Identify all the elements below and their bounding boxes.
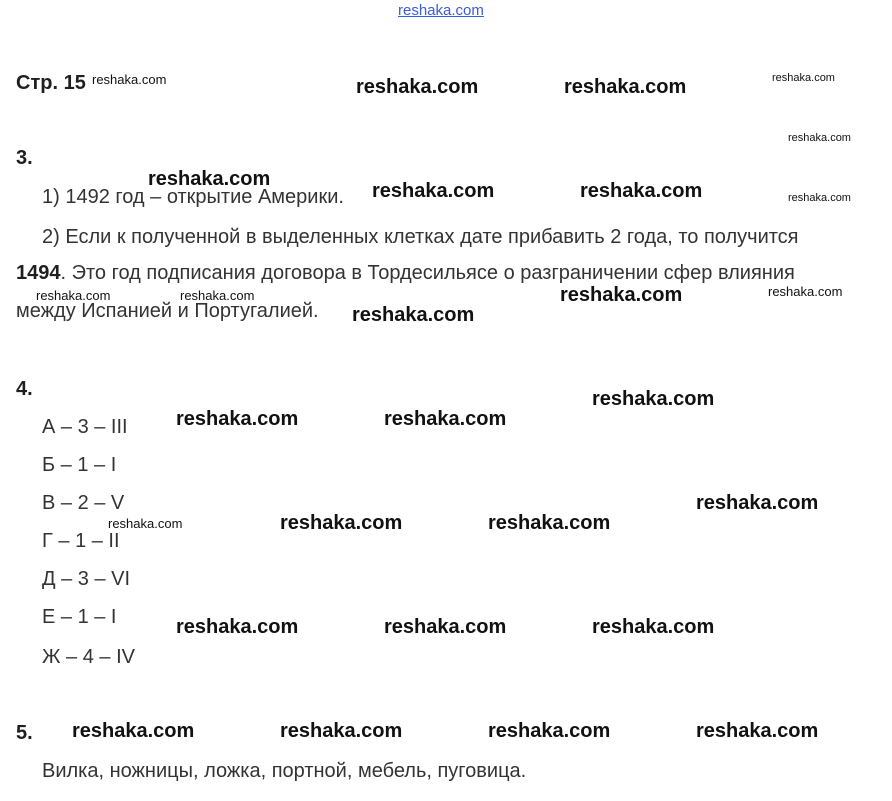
question-3-line-3 xyxy=(16,262,795,285)
page-label: Стр. 15 xyxy=(16,72,86,94)
answer-item: Ж – 4 – IV xyxy=(42,646,135,668)
question-5-number: 5. xyxy=(16,722,33,744)
watermark: reshaka.com xyxy=(372,180,495,202)
question-3-line-1: 1) 1492 год – открытие Америки. xyxy=(42,186,344,208)
answer-item: Е – 1 – I xyxy=(42,606,117,628)
watermark: reshaka.com xyxy=(592,616,715,638)
watermark: reshaka.com xyxy=(280,512,403,534)
watermark: reshaka.com xyxy=(72,720,195,742)
watermark: reshaka.com xyxy=(36,288,111,303)
question-3-line-4: между Испанией и Португалией. xyxy=(16,300,319,322)
watermark: reshaka.com xyxy=(592,388,715,410)
watermark: reshaka.com xyxy=(488,720,611,742)
question-5-text: Вилка, ножницы, ложка, портной, мебель, пуговица. xyxy=(42,760,527,782)
answer-item: В – 2 – V xyxy=(42,492,125,514)
answer-item: Д – 3 – VI xyxy=(42,568,131,590)
watermark: reshaka.com xyxy=(356,76,479,98)
watermark: reshaka.com xyxy=(788,192,851,204)
watermark: reshaka.com xyxy=(148,168,271,190)
answer-item: А – 3 – III xyxy=(42,416,128,438)
watermark: reshaka.com xyxy=(108,516,183,531)
watermark: reshaka.com xyxy=(788,132,851,144)
question-3-number: 3. xyxy=(16,147,33,169)
question-3-line-3-rest: . Это год подписания договора в Тордесильясе о разграничении сфер влияния xyxy=(60,262,795,284)
watermark: reshaka.com xyxy=(280,720,403,742)
watermark: reshaka.com xyxy=(696,492,819,514)
watermark: reshaka.com xyxy=(768,284,843,299)
watermark: reshaka.com xyxy=(180,288,255,303)
watermark: reshaka.com xyxy=(384,616,507,638)
watermark: reshaka.com xyxy=(560,284,683,306)
site-header-link[interactable]: reshaka.com xyxy=(398,2,484,19)
question-4-number: 4. xyxy=(16,378,33,400)
watermark: reshaka.com xyxy=(564,76,687,98)
year-1494: 1494 xyxy=(16,262,61,284)
watermark: reshaka.com xyxy=(384,408,507,430)
watermark: reshaka.com xyxy=(176,616,299,638)
watermark: reshaka.com xyxy=(352,304,475,326)
watermark: reshaka.com xyxy=(488,512,611,534)
answer-item: Г – 1 – II xyxy=(42,530,120,552)
watermark: reshaka.com xyxy=(696,720,819,742)
watermark: reshaka.com xyxy=(176,408,299,430)
answer-item: Б – 1 – I xyxy=(42,454,117,476)
watermark: reshaka.com xyxy=(92,72,167,87)
watermark: reshaka.com xyxy=(772,72,835,84)
question-3-line-2: 2) Если к полученной в выделенных клетках дате прибавить 2 года, то получится xyxy=(42,226,799,248)
watermark: reshaka.com xyxy=(580,180,703,202)
